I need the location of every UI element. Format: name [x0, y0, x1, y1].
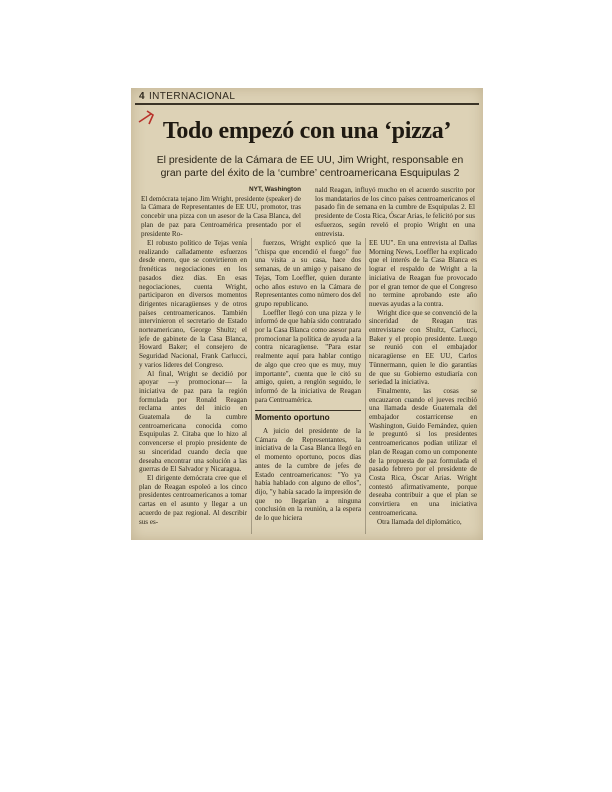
page-number: 4 — [139, 91, 145, 102]
newspaper-clipping — [131, 88, 483, 540]
lead-paragraph: nald Reagan, influyó mucho en el acuerdo suscrito por los mandatarios de los cinco países centroamericanos el pasado fin de semana en la cumbre de Esquipulas 2. El presidente de Costa Rica, Óscar Arias, le felicitó por sus esfuerzos, según reveló el propio Wright en una entrevista. — [315, 186, 475, 238]
body-column-2 — [255, 239, 361, 537]
lead-paragraph: El demócrata tejano Jim Wright, presidente (speaker) de la Cámara de Representantes de EE UU, promotor, tras concebir una pizza con un asesor de la Casa Blanca, del plan de paz para Centroamérica presentado por el presidente Ro- — [141, 194, 301, 238]
body-paragraph: Al final, Wright se decidió por apoyar —y promocionar— la iniciativa de paz para la región formulada por Ronald Reagan reclama antes del inicio en Guatemala de la cumbre centroamericana conocida como Esquipulas 2. Citaba que lo hizo al convencerse el propio presidente de su sinceridad cuando decía que deseaba encontrar una solución a las guerras de El Salvador y Nicaragua. — [139, 369, 247, 474]
body-paragraph: EE UU". En una entrevista al Dallas Morning News, Loeffler ha explicado que el interés de la Casa Blanca es lograr el respaldo de Wright a la iniciativa de Reagan fue provocado por el gran temor de que el Congreso no termine aprobando este año nuevas ayudas a la contra. — [369, 239, 477, 308]
subheading: Momento oportuno — [255, 410, 361, 423]
column-rule — [251, 238, 252, 534]
body-paragraph: El robusto político de Tejas venía realizando calladamente esfuerzos desde enero, que se convirtieron en frenéticas negociaciones en los pasados diez días. En esas negociaciones, cuenta Wright, participaron en diversos momentos dirigentes nicaragüenses y de otros países centroamericanos. También intervinieron el secretario de Estado norteamericano, George Shultz; el jefe de gabinete de la Casa Blanca, Howard Baker; el consejero de Seguridad Nacional, Frank Carlucci, y varios líderes del Congreso. — [139, 239, 247, 369]
body-paragraph: fuerzos, Wright explicó que la "chispa que encendió el fuego" fue una visita a su casa, hace dos semanas, de un amigo y paisano de Tejas, Tom Loeffler, quien durante ocho años estuvo en la Cámara de Representantes como número dos del grupo republicano. — [255, 239, 361, 308]
body-column-3 — [369, 239, 477, 537]
body-paragraph: Wright dice que se convenció de la sinceridad de Reagan tras entrevistarse con Shultz, Carlucci, Baker y el propio presidente. Luego se reunió con el embajador nicaragüense en EE UU, Carlos Tünnermann, quien le dio garantías de que su Gobierno estudiaría con seriedad la iniciativa. — [369, 308, 477, 387]
section-name: INTERNACIONAL — [148, 91, 236, 102]
body-paragraph: Loeffler llegó con una pizza y le informó de que había sido contratado por la Casa Blanca como asesor para promocionar la política de ayuda a la contra nicaragüense. "Para estar realmente aquí para hablar contigo de algo que creo que es muy, muy importante", cuenta que le citó su amigo, quien, a renglón seguido, le informó de la iniciativa de Reagan para Centroamérica. — [255, 308, 361, 404]
body-paragraph: Finalmente, las cosas se encauzaron cuando el jueves recibió una llamada desde Guatemala del embajador costarricense en Washington, Guido Fernández, quien le preguntó si los presidentes centroamericanos podían utilizar el plan de Reagan como un componente de la propuesta de paz formulada el pasado febrero por el presidente de Costa Rica, Óscar Arias. Wright contestó afirmativamente, porque deseaba contribuir a que el plan se convirtiera en una iniciativa centroamericana. — [369, 386, 477, 517]
lead-column-left — [141, 186, 301, 238]
headline: Todo empezó con una ‘pizza’ — [162, 118, 452, 144]
body-column-1 — [139, 239, 247, 537]
column-rule — [365, 238, 366, 534]
body-paragraph: A juicio del presidente de la Cámara de Representantes, la iniciativa de la Casa Blanca llegó en el momento oportuno, pocos días antes de la cumbre de jefes de Estado centroamericanos: "Yo ya había hablado con alguno de ellos", dijo, "y había sacado la impresión de que no llegarían a ninguna conclusión en la reunión, a la espera de lo que hiciera — [255, 427, 361, 523]
body-paragraph: El dirigente demócrata cree que el plan de Reagan espoleó a los cinco presidentes centroamericanos a tomar cartas en el asunto y llegar a un acuerdo de paz regional. Al describir sus es- — [139, 473, 247, 526]
deck: El presidente de la Cámara de EE UU, Jim Wright, responsable en gran parte del éxito de la ‘cumbre’ centroamericana Esquipulas 2 — [156, 155, 464, 179]
dateline: NYT, Washington — [249, 186, 301, 193]
section-rule — [135, 103, 479, 105]
body-paragraph: Otra llamada del diplomático, — [377, 517, 462, 526]
section-header — [139, 91, 235, 102]
lead-column-right — [315, 186, 475, 238]
